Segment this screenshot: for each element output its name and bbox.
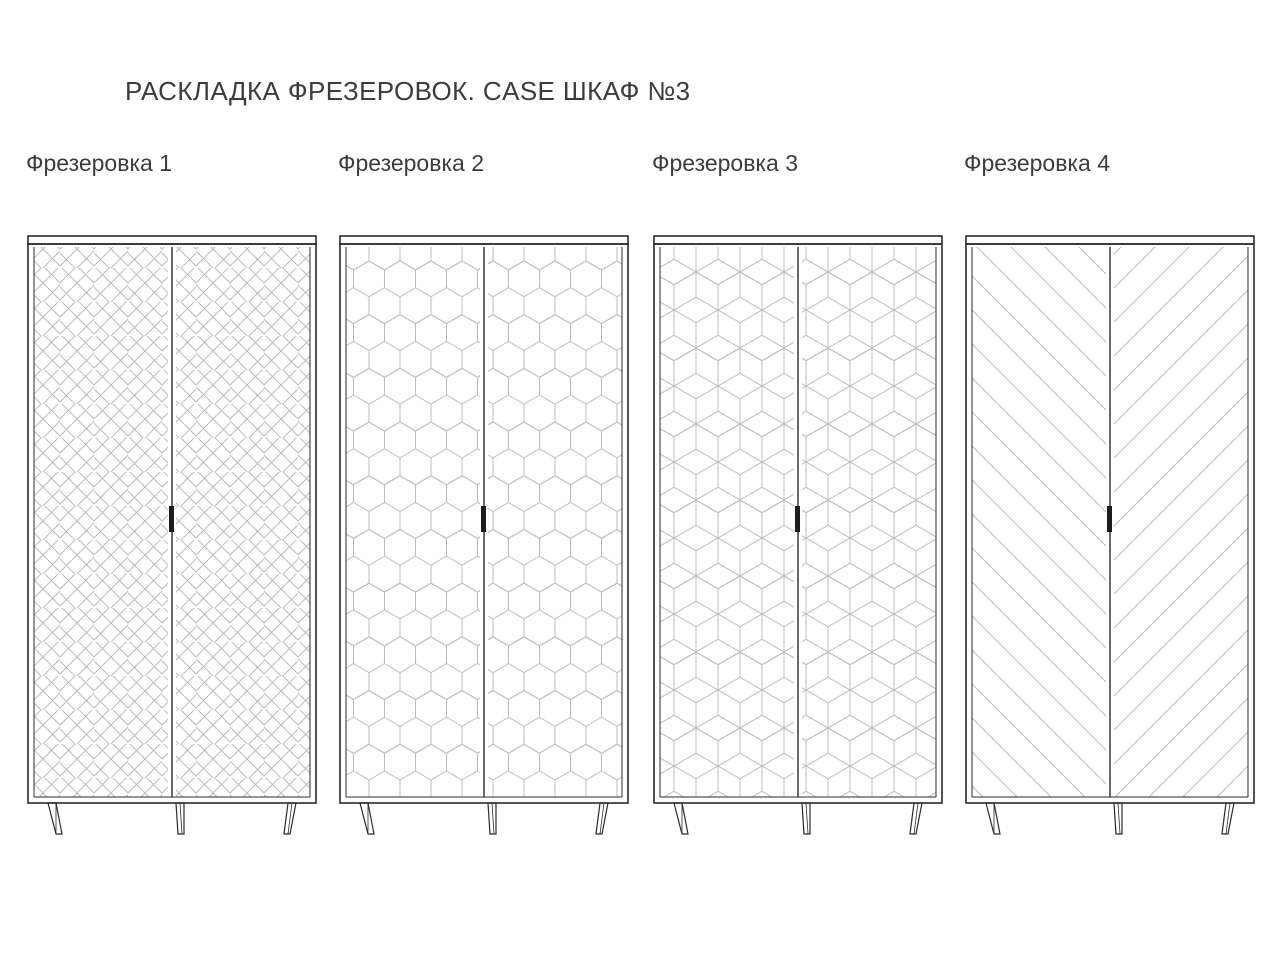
wardrobe-variant-2[interactable] — [338, 150, 638, 850]
variant-label-1: Фрезеровка 1 — [26, 150, 172, 176]
wardrobe-variant-4[interactable] — [964, 150, 1264, 850]
wardrobe-drawing-1 — [26, 234, 318, 842]
wardrobe-drawing-2 — [338, 234, 630, 842]
variant-label-4: Фрезеровка 4 — [964, 150, 1110, 176]
variant-label-3: Фрезеровка 3 — [652, 150, 798, 176]
page-title: РАСКЛАДКА ФРЕЗЕРОВОК. CASE ШКАФ №3 — [125, 76, 691, 106]
wardrobe-variant-3[interactable] — [652, 150, 952, 850]
wardrobe-drawing-4 — [964, 234, 1256, 842]
wardrobe-variant-1[interactable] — [26, 150, 326, 850]
variant-label-2: Фрезеровка 2 — [338, 150, 484, 176]
wardrobe-drawing-3 — [652, 234, 944, 842]
